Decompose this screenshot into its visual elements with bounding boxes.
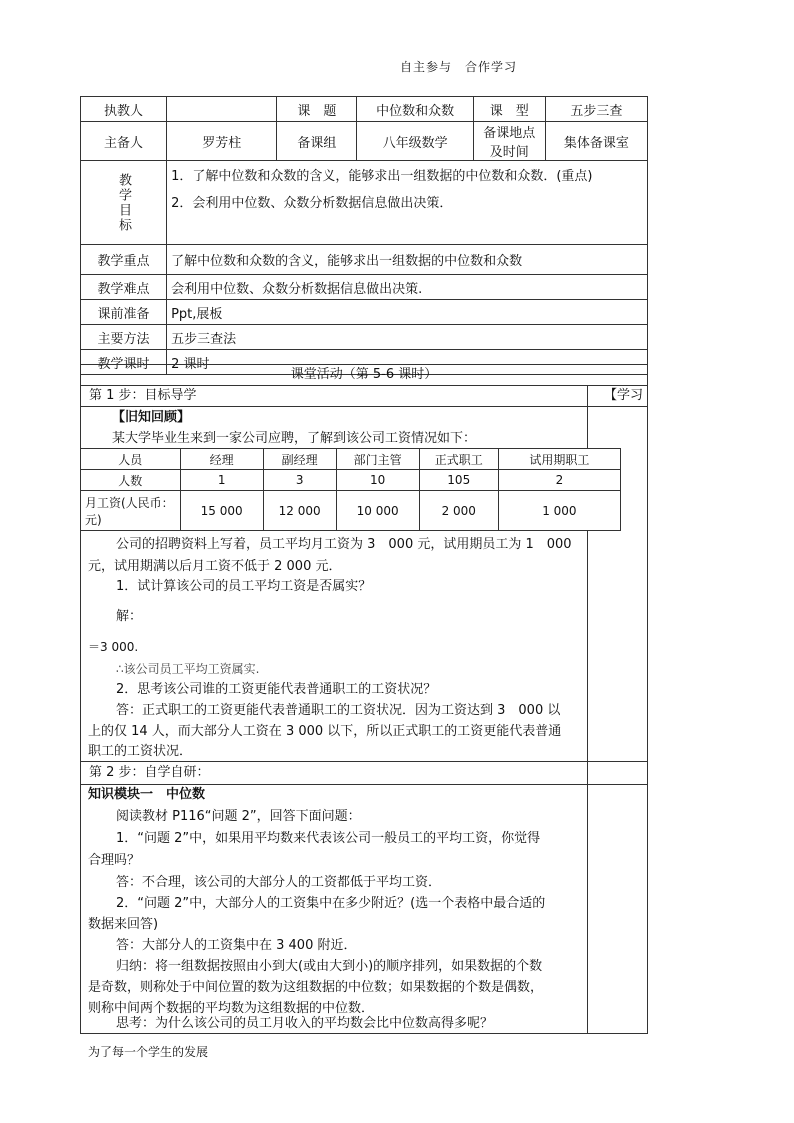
step1-title: 第 1 步：目标导学 — [89, 388, 197, 403]
question-2: 2．思考该公司谁的工资更能代表普通职工的工资状况？ — [116, 682, 437, 697]
step2-cell — [80, 761, 588, 785]
step2-notes — [587, 784, 648, 1034]
page-footer: 为了每一个学生的发展 — [88, 1045, 209, 1059]
count-cell: 10 — [336, 470, 419, 491]
salary-header: 正式职工 — [419, 449, 498, 470]
count-cell: 105 — [419, 470, 498, 491]
wage-cell: 2 000 — [419, 491, 498, 531]
wage-cell: 12 000 — [263, 491, 336, 531]
type-value: 五步三查 — [545, 97, 647, 122]
activity-title-cell — [80, 364, 648, 386]
answer-2-line2: 上的仅 14 人，而大部分人工资在 3 000 以下，所以正式职工的工资更能代表普通 — [88, 724, 562, 739]
step1-side-cell — [587, 385, 648, 407]
difficulty-value: 会利用中位数、众数分析数据信息做出决策. — [167, 275, 648, 300]
salary-table — [80, 448, 621, 531]
review-intro: 某大学毕业生来到一家公司应聘，了解到该公司工资情况如下： — [112, 431, 477, 446]
prep-value: 罗芳柱 — [167, 122, 277, 161]
answer-2-line1: 答：正式职工的工资更能代表普通职工的工资状况．因为工资达到 3 000 以 — [116, 703, 561, 718]
place-label: 备课地点及时间 — [473, 122, 545, 161]
step2-side-cell — [587, 761, 648, 785]
salary-header: 经理 — [180, 449, 263, 470]
wage-cell: 15 000 — [180, 491, 263, 531]
count-label: 人数 — [81, 470, 181, 491]
wage-cell: 1 000 — [498, 491, 620, 531]
question-1: 1．试计算该公司的员工平均工资是否属实？ — [116, 579, 372, 594]
teacher-value — [167, 97, 277, 122]
count-cell: 3 — [263, 470, 336, 491]
summary-line2: 是奇数，则称处于中间位置的数为这组数据的中位数；如果数据的个数是偶数， — [88, 980, 544, 995]
goals-cell — [167, 161, 648, 245]
para1-line1: 公司的招聘资料上写着，员工平均月工资为 3 000 元，试用期员工为 1 000 — [116, 537, 572, 552]
solution-label: 解： — [116, 609, 143, 624]
hours-label: 教学课时 — [81, 350, 167, 375]
step1-cell — [80, 385, 588, 407]
salary-header: 试用期职工 — [498, 449, 620, 470]
para1-line2: 元，试用期满以后月工资不低于 2 000 元． — [88, 559, 342, 574]
page-header: 自主参与 合作学习 — [400, 60, 518, 74]
prep2-value: Ppt,展板 — [167, 300, 648, 325]
topic-label: 课 题 — [277, 97, 357, 122]
goals-label: 教学目标 — [116, 172, 132, 233]
salary-header: 部门主管 — [336, 449, 419, 470]
method-value: 五步三查法 — [167, 325, 648, 350]
difficulty-label: 教学难点 — [81, 275, 167, 300]
wage-cell: 10 000 — [336, 491, 419, 531]
knowledge-q1-line1: 1．“问题 2”中，如果用平均数来代表该公司一般员工的平均工资，你觉得 — [116, 831, 541, 846]
knowledge-a1: 答：不合理，该公司的大部分人的工资都低于平均工资． — [116, 875, 442, 890]
answer-2-line3: 职工的工资状况． — [88, 744, 193, 759]
equation: ＝3 000. — [88, 640, 139, 654]
conclusion: ∴该公司员工平均工资属实. — [116, 662, 260, 676]
type-label: 课 型 — [473, 97, 545, 122]
wage-label: 月工资(人民币：元) — [81, 491, 181, 531]
goal-1: 1．了解中位数和众数的含义，能够求出一组数据的中位数和众数．(重点) — [171, 169, 593, 184]
lesson-info-table — [80, 96, 648, 375]
method-label: 主要方法 — [81, 325, 167, 350]
teacher-label: 执教人 — [81, 97, 167, 122]
prep-label: 主备人 — [81, 122, 167, 161]
prep2-label: 课前准备 — [81, 300, 167, 325]
goals-label-cell — [81, 161, 167, 245]
step2-title: 第 2 步：自学自研： — [89, 765, 210, 780]
summary-line3: 则称中间两个数据的平均数为这组数据的中位数． — [88, 1001, 375, 1016]
review-title: 【旧知回顾】 — [112, 410, 191, 425]
group-label: 备课组 — [277, 122, 357, 161]
goal-2: 2．会利用中位数、众数分析数据信息做出决策． — [171, 196, 453, 211]
read-instruction: 阅读教材 P116“问题 2”，回答下面问题： — [116, 809, 361, 824]
knowledge-q2-line1: 2．“问题 2”中，大部分人的工资集中在多少附近？(选一个表格中最合适的 — [116, 896, 546, 911]
group-value: 八年级数学 — [357, 122, 473, 161]
topic-value: 中位数和众数 — [357, 97, 473, 122]
place-value: 集体备课室 — [545, 122, 647, 161]
step1-side: 【学习 — [603, 388, 643, 403]
think-question: 思考：为什么该公司的员工月收入的平均数会比中位数高得多呢？ — [116, 1016, 494, 1031]
salary-header: 副经理 — [263, 449, 336, 470]
summary-line1: 归纳：将一组数据按照由小到大(或由大到小)的顺序排列，如果数据的个数 — [116, 959, 543, 974]
focus-label: 教学重点 — [81, 245, 167, 275]
count-cell: 2 — [498, 470, 620, 491]
focus-value: 了解中位数和众数的含义，能够求出一组数据的中位数和众数 — [167, 245, 648, 275]
knowledge-q1-line2: 合理吗？ — [88, 853, 141, 868]
knowledge-q2-line2: 数据来回答) — [88, 917, 159, 932]
knowledge-a2: 答：大部分人的工资集中在 3 400 附近． — [116, 938, 357, 953]
hours-value: 2 课时 — [167, 350, 648, 375]
activity-title: 课堂活动（第 5-6 课时） — [290, 367, 438, 382]
salary-header: 人员 — [81, 449, 181, 470]
count-cell: 1 — [180, 470, 263, 491]
module-title: 知识模块一 中位数 — [88, 787, 206, 802]
